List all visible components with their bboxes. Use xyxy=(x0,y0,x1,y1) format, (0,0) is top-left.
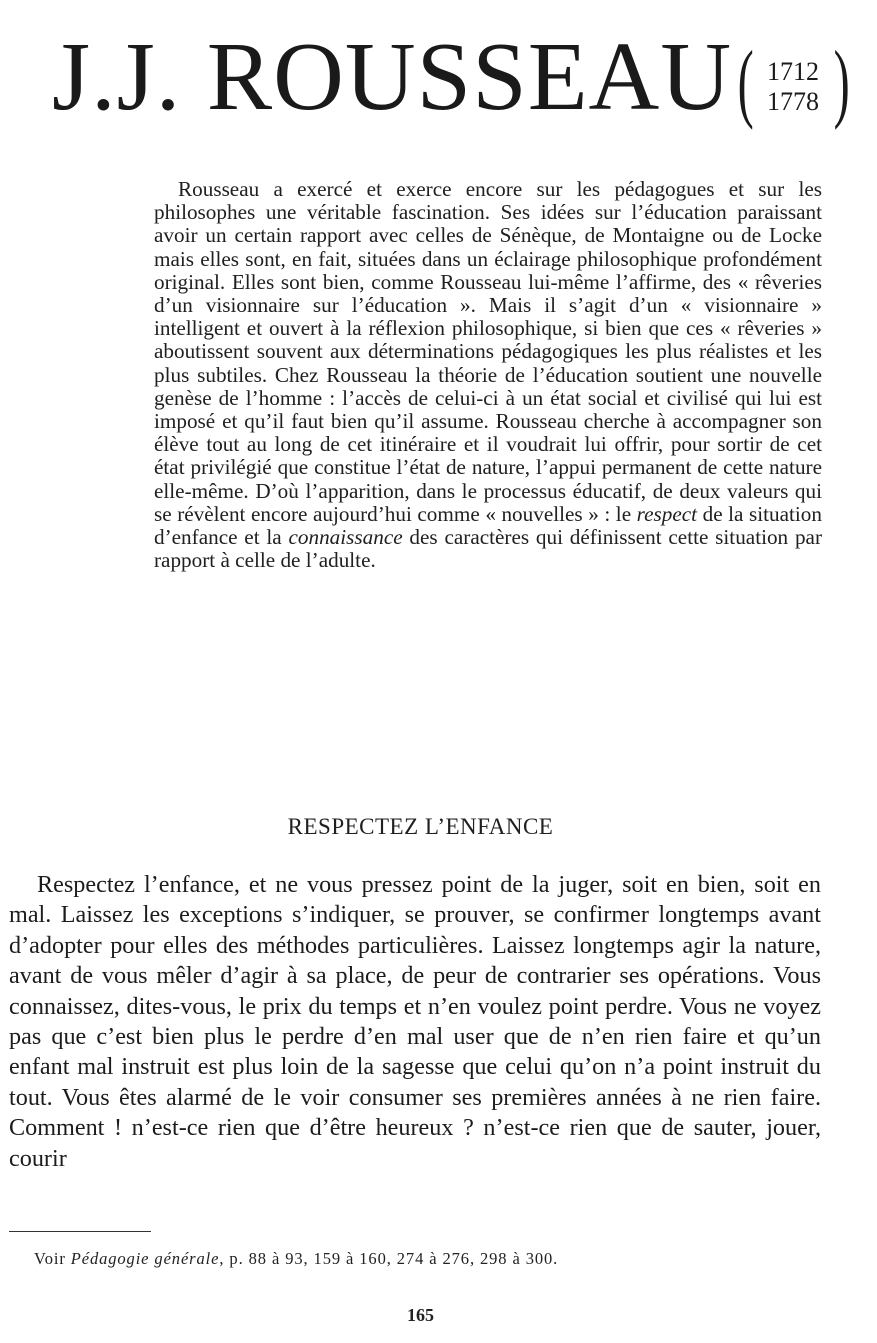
chapter-title: J.J. ROUSSEAU xyxy=(52,23,733,131)
excerpt-paragraph: Respectez l’enfance, et ne vous pressez point de la juger, soit en bien, soit en mal. Laissez les exceptions s’indiquer, se prouver, se confirmer longtemps avant d’adopter pour elles des méthodes particulières. Laissez longtemps agir la nature, avant de vous mêler d’agir à sa place, de peur de contrarier ses opérations. Vous connaissez, dites-vous, le prix du temps et n’en voulez point perdre. Vous ne voyez pas que c’est bien plus le perdre d’en mal user que de n’en rien faire et qu’un enfant mal instruit est plus loin de la sagesse que celui qu’on n’a point instruit du tout. Vous êtes alarmé de le voir consumer ses premières années à ne rien faire. Comment ! n’est-ce rien que d’être heureux ? n’est-ce rien que de sauter, jouer, courir xyxy=(9,871,821,1172)
intro-text-run: de la situation d’enfance et la xyxy=(154,501,822,550)
death-year: 1778 xyxy=(767,87,819,116)
intro-text-run: des caractères qui définissent cette situation par rapport à celle de l’adulte. xyxy=(154,525,823,573)
footnote-work-title: Pédagogie générale xyxy=(70,1249,220,1268)
excerpt-text xyxy=(9,870,821,1174)
footnote-prefix: Voir xyxy=(34,1249,71,1268)
birth-year: 1712 xyxy=(767,57,819,86)
footnote-divider xyxy=(9,1231,151,1232)
intro-text-run: Rousseau a exercé et exerce encore sur les pédagogues et sur les philosophes une véritable fascination. Ses idées sur l’éducation paraissant avoir un certain rapport avec celles de Sénèque, de Montaigne ou de Locke mais elles sont, en fait, situées dans un éclairage philosophique profondément original. Elles sont bien, comme Rousseau lui-même l’affirme, des « rêveries d’un visionnaire sur l’éducation ». Mais il s’agit d’un « visionnaire » intelligent et ouvert à la réflexion philosophique, si bien que ces « rêveries » aboutissent souvent aux déterminations pédagogiques les plus réalistes et les plus subtiles. Chez Rousseau la théorie de l’éducation soutient une nouvelle genèse de l’homme : l’accès de celui-ci à un état social et civilisé qui lui est imposé et qu’il faut bien qu’il assume. Rousseau cherche à accompagner son élève tout au long de cet itinéraire et il voudrait lui offrir, pour sortir de cet état privilégié que constitue l’état de nature, l’appui permanent de cette nature elle-même. D’où l’apparition, dans le processus éducatif, de deux valeurs qui se révèlent encore aujourd’hui comme « nouvelles » : le xyxy=(154,177,822,526)
emphasized-term: connaissance xyxy=(288,525,403,550)
dates-open-paren: ( xyxy=(737,34,754,131)
intro-paragraph xyxy=(154,178,822,572)
life-dates xyxy=(737,34,877,131)
footnote-pages: , p. 88 à 93, 159 à 160, 274 à 276, 298 à 300. xyxy=(219,1249,559,1268)
introduction-text xyxy=(154,178,822,572)
chapter-header xyxy=(52,22,850,132)
emphasized-term: respect xyxy=(636,501,698,526)
section-heading: RESPECTEZ L’ENFANCE xyxy=(287,814,554,839)
footnote xyxy=(34,1249,814,1269)
page-number: 165 xyxy=(407,1305,434,1325)
dates-close-paren: ) xyxy=(833,34,850,131)
